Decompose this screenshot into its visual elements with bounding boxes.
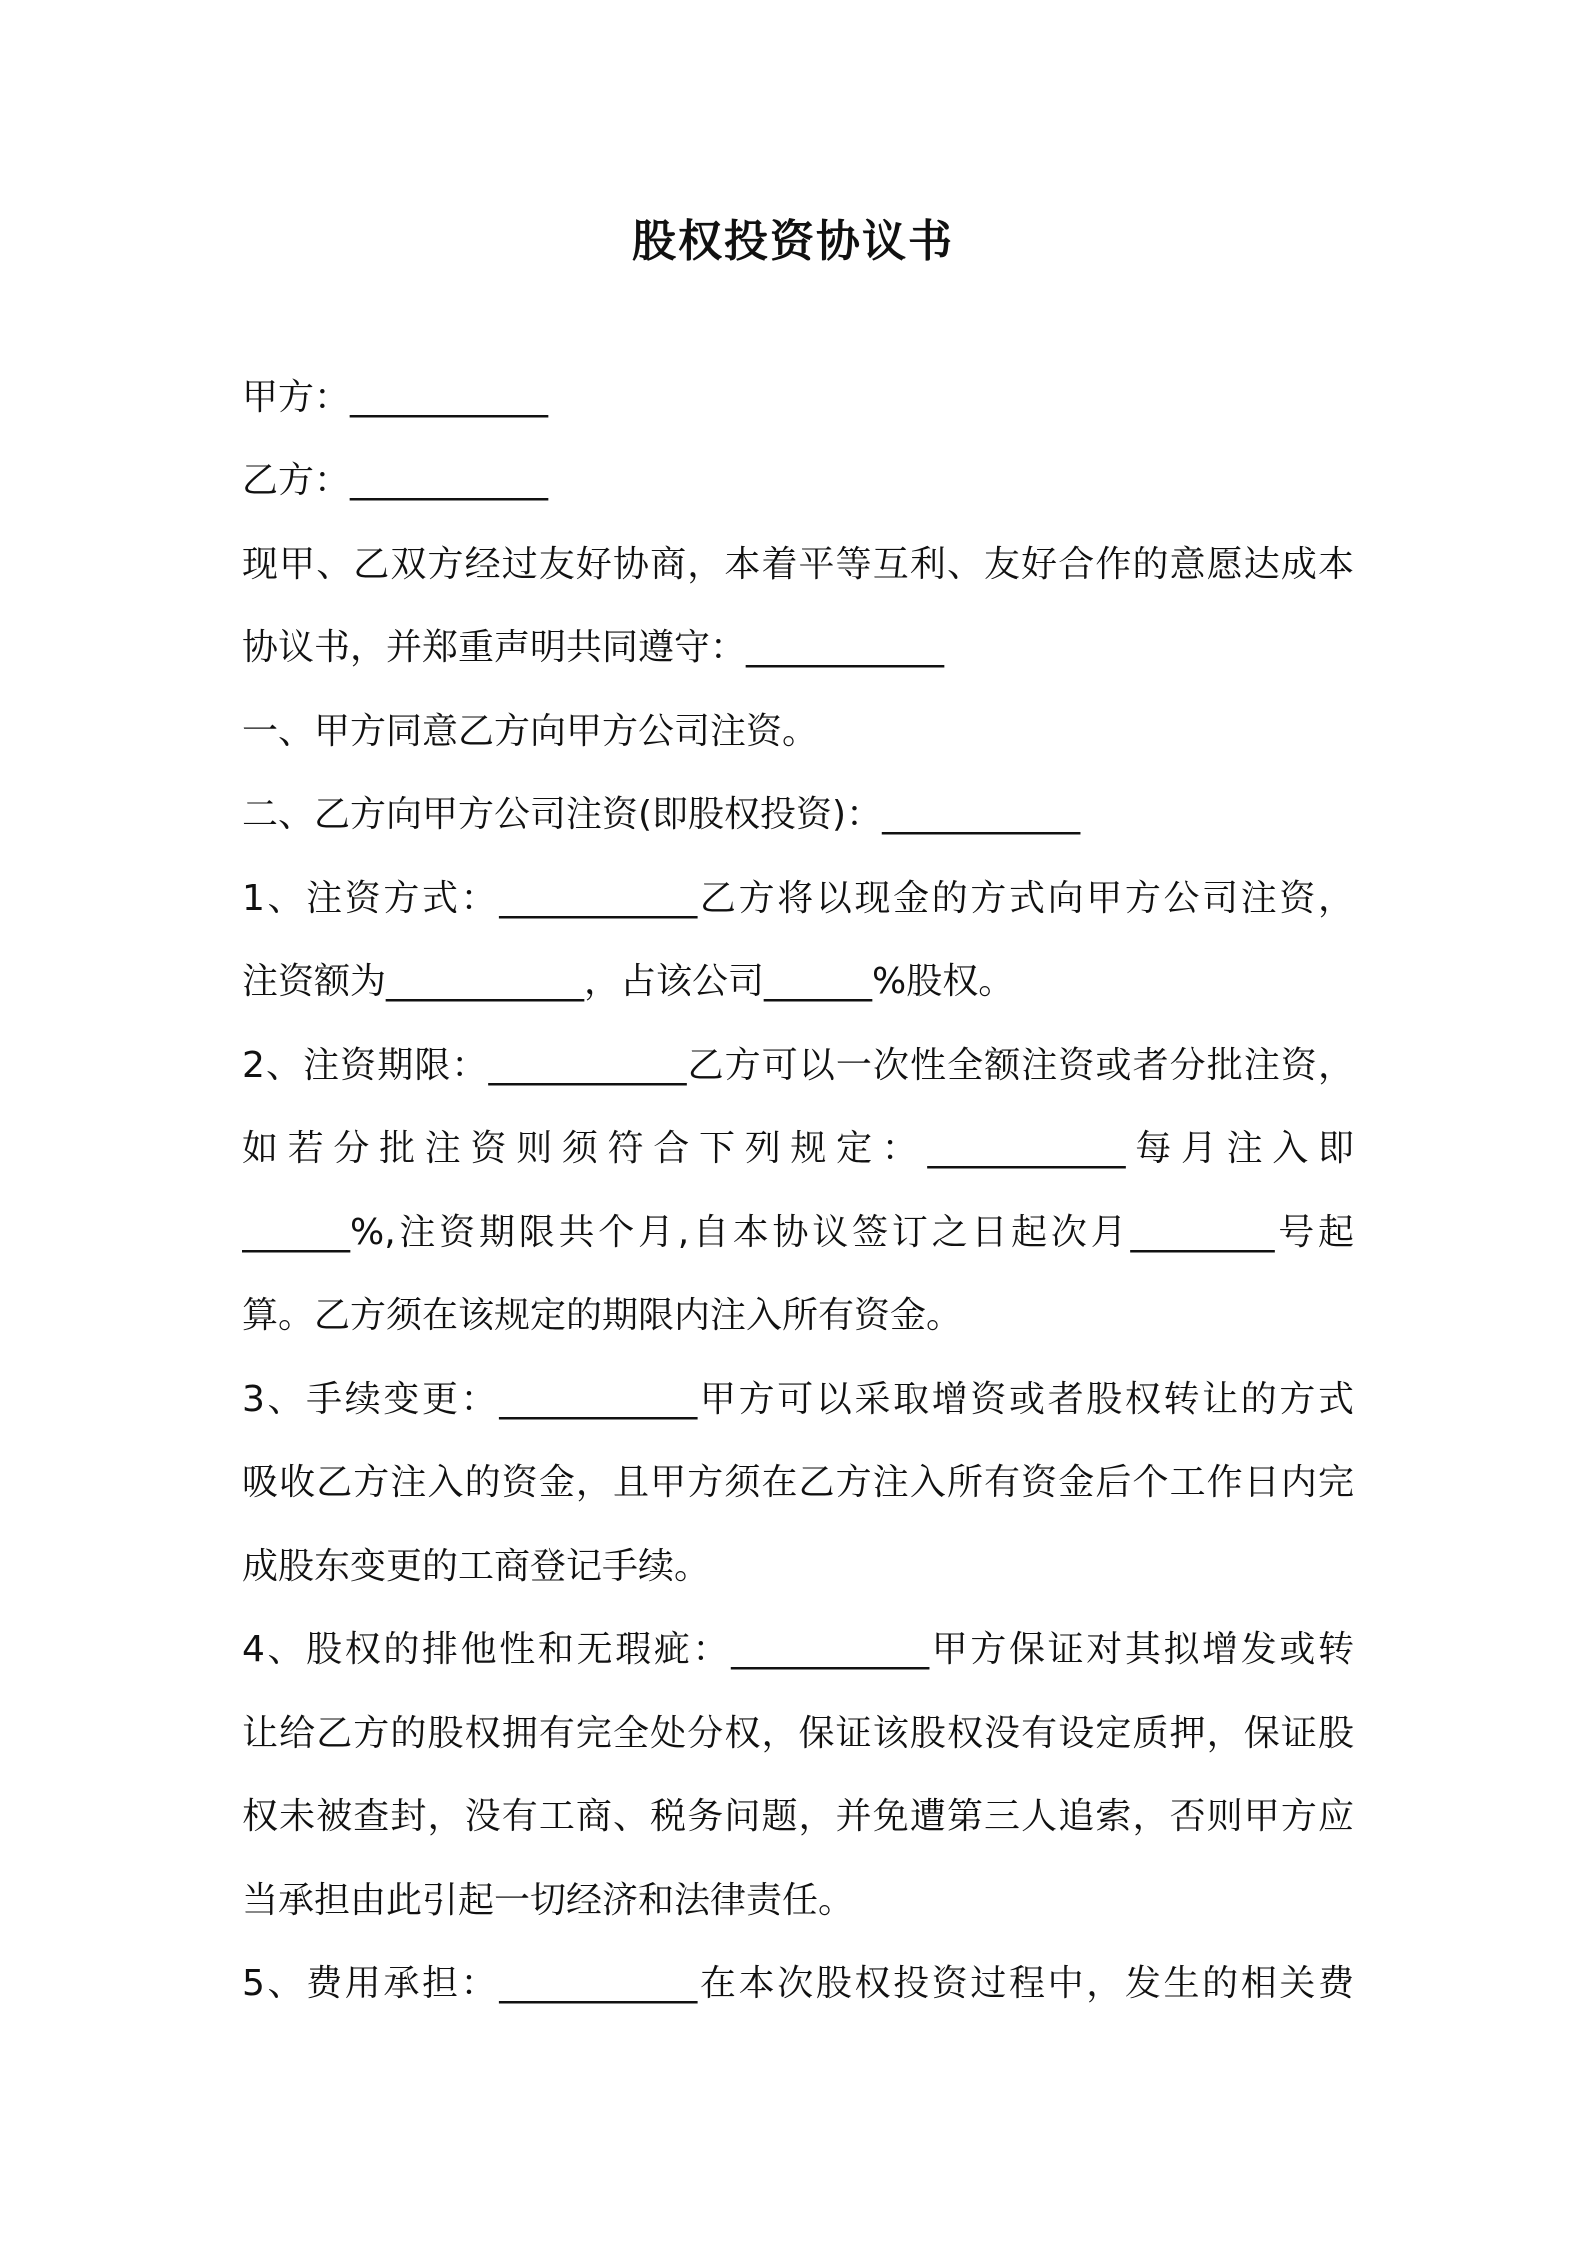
clause-2-line: 二、乙方向甲方公司注资(即股权投资)：___________ (242, 794, 1081, 835)
item-1-line-1: 1、注资方式：___________乙方将以现金的方式向甲方公司注资， (242, 878, 1354, 919)
preamble-line-1: 现甲、乙双方经过友好协商，本着平等互利、友好合作的意愿达成本 (242, 544, 1354, 585)
item-2-line-4: 算。乙方须在该规定的期限内注入所有资金。 (242, 1295, 963, 1336)
item-3-line-3: 成股东变更的工商登记手续。 (242, 1546, 711, 1587)
item-2-line-1: 2、注资期限：___________乙方可以一次性全额注资或者分批注资， (242, 1045, 1354, 1086)
item-1-line-2: 注资额为___________，占该公司______%股权。 (242, 961, 1015, 1002)
item-3-line-2: 吸收乙方注入的资金，且甲方须在乙方注入所有资金后个工作日内完 (242, 1462, 1354, 1503)
preamble-line-2: 协议书，并郑重声明共同遵守：___________ (242, 627, 945, 668)
clause-1-line: 一、甲方同意乙方向甲方公司注资。 (242, 711, 819, 752)
item-4-line-3: 权未被查封，没有工商、税务问题，并免遭第三人追索，否则甲方应 (242, 1796, 1354, 1837)
item-2-line-3: ______%,注资期限共个月,自本协议签订之日起次月________号起 (242, 1212, 1354, 1253)
item-4-line-4: 当承担由此引起一切经济和法律责任。 (242, 1880, 855, 1921)
document-title: 股权投资协议书 (632, 216, 954, 267)
party-b-line: 乙方：___________ (242, 460, 549, 501)
item-2-line-2: 如若分批注资则须符合下列规定：___________每月注入即 (242, 1128, 1354, 1169)
party-a-line: 甲方：___________ (242, 377, 549, 418)
item-3-line-1: 3、手续变更：___________甲方可以采取增资或者股权转让的方式 (242, 1379, 1354, 1420)
item-4-line-2: 让给乙方的股权拥有完全处分权，保证该股权没有设定质押，保证股 (242, 1713, 1354, 1754)
item-5-line-1: 5、费用承担：___________在本次股权投资过程中，发生的相关费 (242, 1963, 1354, 2004)
item-4-line-1: 4、股权的排他性和无瑕疵：___________甲方保证对其拟增发或转 (242, 1629, 1354, 1670)
